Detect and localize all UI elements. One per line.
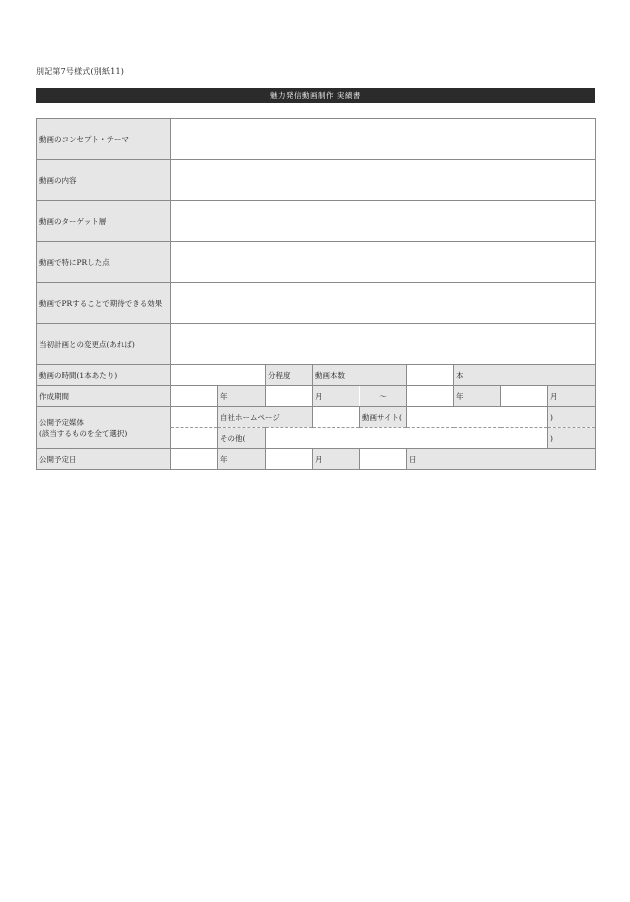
publish-year-unit: 年: [218, 449, 266, 470]
publish-day-field[interactable]: [360, 449, 407, 470]
publish-date-label: 公開予定日: [37, 449, 171, 470]
video-site-close-paren: ): [548, 407, 596, 428]
homepage-checkbox[interactable]: [171, 407, 218, 428]
video-count-field[interactable]: [407, 365, 454, 386]
media-label: [37, 407, 171, 449]
video-count-label: 動画本数: [313, 365, 407, 386]
effect-label: 動画でPRすることで期待できる効果: [37, 283, 171, 324]
period-label: 作成期間: [37, 386, 171, 407]
other-checkbox[interactable]: [171, 428, 218, 449]
change-field[interactable]: [171, 324, 596, 365]
duration-minutes-field[interactable]: [171, 365, 266, 386]
publish-year-field[interactable]: [171, 449, 218, 470]
video-site-checkbox[interactable]: [313, 407, 360, 428]
concept-label: 動画のコンセプト・テーマ: [37, 119, 171, 160]
publish-month-unit: 月: [313, 449, 360, 470]
publish-day-unit: 日: [407, 449, 596, 470]
document-title: 魅力発信動画制作 実績書: [36, 88, 595, 103]
media-label-line2: (該当するものを全て選択): [39, 428, 128, 438]
content-label: 動画の内容: [37, 160, 171, 201]
publish-month-field[interactable]: [266, 449, 313, 470]
end-month-field[interactable]: [501, 386, 548, 407]
video-site-field[interactable]: [407, 407, 548, 428]
change-label: 当初計画との変更点(あれば): [37, 324, 171, 365]
approx-minutes-label: 分程度: [266, 365, 313, 386]
other-field[interactable]: [266, 428, 548, 449]
media-label-line1: 公開予定媒体: [39, 417, 84, 427]
target-field[interactable]: [171, 201, 596, 242]
start-year-field[interactable]: [171, 386, 218, 407]
end-year-field[interactable]: [407, 386, 454, 407]
start-month-unit: 月: [313, 386, 360, 407]
end-year-unit: 年: [454, 386, 501, 407]
concept-field[interactable]: [171, 119, 596, 160]
end-month-unit: 月: [548, 386, 596, 407]
pr-point-label: 動画で特にPRした点: [37, 242, 171, 283]
other-close-paren: ): [548, 428, 596, 449]
duration-label: 動画の時間(1本あたり): [37, 365, 171, 386]
other-label: その他(: [218, 428, 266, 449]
start-month-field[interactable]: [266, 386, 313, 407]
effect-field[interactable]: [171, 283, 596, 324]
content-field[interactable]: [171, 160, 596, 201]
period-tilde: ～: [360, 386, 407, 407]
report-form-table: [36, 118, 596, 470]
start-year-unit: 年: [218, 386, 266, 407]
form-number: 別記第7号様式(別紙11): [36, 67, 125, 76]
target-label: 動画のターゲット層: [37, 201, 171, 242]
pr-point-field[interactable]: [171, 242, 596, 283]
count-unit-label: 本: [454, 365, 596, 386]
video-site-label: 動画サイト(: [360, 407, 407, 428]
homepage-label: 自社ホームページ: [218, 407, 313, 428]
